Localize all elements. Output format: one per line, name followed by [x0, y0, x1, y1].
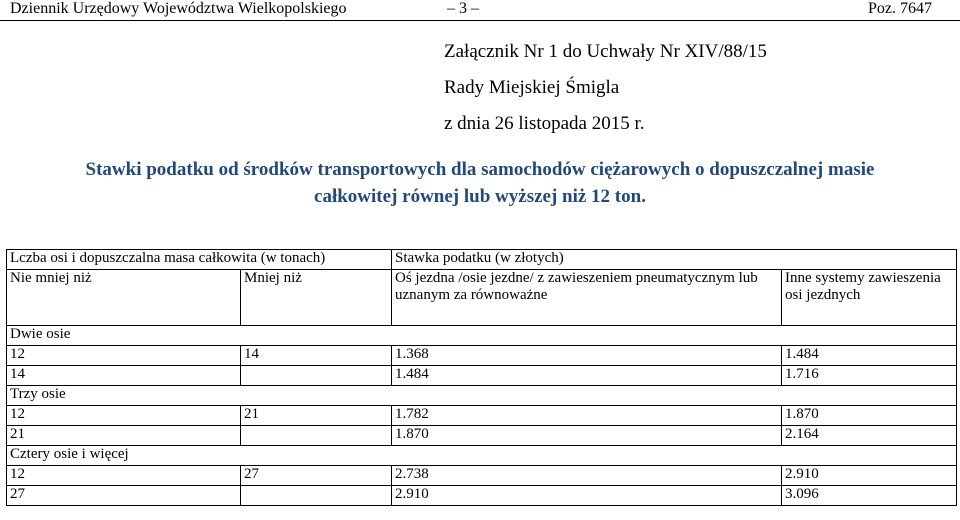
- cell-not-less-than: 12: [7, 406, 241, 426]
- cell-less-than: [241, 426, 392, 446]
- cell-rate-pneumatic: 1.484: [392, 366, 782, 386]
- cell-rate-other: 1.484: [782, 346, 957, 366]
- cell-rate-pneumatic: 1.368: [392, 346, 782, 366]
- header-pneumatic-suspension: Oś jezdna /osie jezdne/ z zawieszeniem pneumatycznym lub uznanym za równoważne: [392, 270, 782, 326]
- cell-less-than: 21: [241, 406, 392, 426]
- table-row: [7, 406, 957, 426]
- cell-not-less-than: 27: [7, 486, 241, 506]
- document-title: [30, 156, 930, 210]
- cell-rate-pneumatic: 1.782: [392, 406, 782, 426]
- title-line-1: Stawki podatku od środków transportowych dla samochodów ciężarowych o dopuszczalnej masie: [85, 159, 875, 180]
- cell-not-less-than: 12: [7, 346, 241, 366]
- cell-rate-other: 1.870: [782, 406, 957, 426]
- table-row: [7, 486, 957, 506]
- table-header-row-1: [7, 250, 957, 270]
- header-axles-mass: Lczba osi i dopuszczalna masa całkowita (w tonach): [7, 250, 392, 270]
- attachment-line-3: z dnia 26 listopada 2015 r.: [444, 113, 645, 134]
- title-line-2: całkowitej równej lub wyższej niż 12 ton.: [314, 186, 646, 207]
- cell-rate-other: 2.164: [782, 426, 957, 446]
- table-row: [7, 366, 957, 386]
- attachment-line-1: Załącznik Nr 1 do Uchwały Nr XIV/88/15: [444, 41, 767, 62]
- cell-rate-other: 3.096: [782, 486, 957, 506]
- cell-less-than: 14: [241, 346, 392, 366]
- header-tax-rate: Stawka podatku (w złotych): [392, 250, 957, 270]
- group-label: Dwie osie: [7, 326, 957, 346]
- header-other-suspension: Inne systemy zawieszenia osi jezdnych: [782, 270, 957, 326]
- cell-not-less-than: 14: [7, 366, 241, 386]
- header-not-less-than: Nie mniej niż: [7, 270, 241, 326]
- group-row: [7, 386, 957, 406]
- cell-rate-pneumatic: 2.738: [392, 466, 782, 486]
- cell-less-than: 27: [241, 466, 392, 486]
- page-number: – 3 –: [447, 0, 479, 17]
- page-header: [0, 0, 960, 22]
- table-row: [7, 346, 957, 366]
- cell-less-than: [241, 366, 392, 386]
- cell-rate-pneumatic: 2.910: [392, 486, 782, 506]
- journal-name: Dziennik Urzędowy Województwa Wielkopolskiego: [10, 0, 347, 17]
- table-header-row-2: [7, 270, 957, 326]
- cell-less-than: [241, 486, 392, 506]
- cell-rate-other: 2.910: [782, 466, 957, 486]
- group-label: Trzy osie: [7, 386, 957, 406]
- tax-rate-table: [6, 249, 957, 506]
- header-less-than: Mniej niż: [241, 270, 392, 326]
- cell-rate-other: 1.716: [782, 366, 957, 386]
- table-row: [7, 466, 957, 486]
- cell-rate-pneumatic: 1.870: [392, 426, 782, 446]
- table-row: [7, 426, 957, 446]
- group-label: Cztery osie i więcej: [7, 446, 957, 466]
- group-row: [7, 326, 957, 346]
- cell-not-less-than: 12: [7, 466, 241, 486]
- header-rule: [0, 20, 960, 21]
- attachment-line-2: Rady Miejskiej Śmigla: [444, 77, 620, 98]
- group-row: [7, 446, 957, 466]
- cell-not-less-than: 21: [7, 426, 241, 446]
- position-number: Poz. 7647: [868, 0, 932, 17]
